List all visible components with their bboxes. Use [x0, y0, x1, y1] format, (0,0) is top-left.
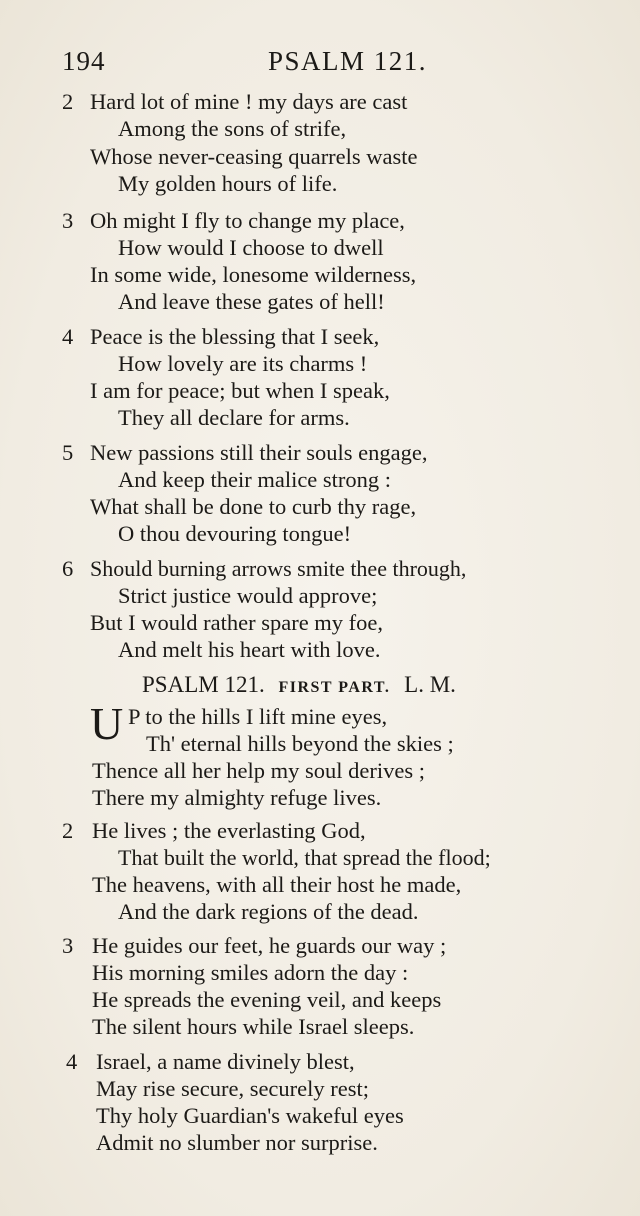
verse-line: I am for peace; but when I speak, [90, 378, 390, 403]
page-number: 194 [62, 46, 106, 76]
verse-line: He lives ; the everlasting God, [92, 818, 366, 843]
verse-line: Peace is the blessing that I seek, [90, 324, 380, 349]
verse-line: What shall be done to curb thy rage, [90, 494, 417, 519]
stanza-number: 3 [62, 933, 74, 958]
verse-line: Thence all her help my soul derives ; [92, 758, 426, 783]
verse-line: His morning smiles adorn the day : [92, 960, 409, 985]
stanza-number: 2 [62, 89, 74, 114]
verse-line: P to the hills I lift mine eyes, [128, 704, 388, 729]
psalm-part: FIRST PART. [278, 679, 391, 696]
verse-line: In some wide, lonesome wilderness, [90, 262, 417, 287]
verse-line: Hard lot of mine ! my days are cast [90, 89, 408, 114]
verse-line: How lovely are its charms ! [118, 351, 368, 376]
verse-line: Admit no slumber nor surprise. [96, 1130, 378, 1155]
running-head [62, 46, 582, 86]
verse-line: Whose never-ceasing quarrels waste [90, 144, 418, 169]
verse-line: And keep their malice strong : [118, 467, 392, 492]
stanza-number: 5 [62, 440, 74, 465]
stanza-number: 4 [62, 324, 74, 349]
stanza-number: 4 [66, 1049, 78, 1074]
verse-line: How would I choose to dwell [118, 235, 384, 260]
verse-line: O thou devouring tongue! [118, 521, 352, 546]
verse-line: They all declare for arms. [118, 405, 350, 430]
stanza-number: 6 [62, 556, 74, 581]
verse-line: New passions still their souls engage, [90, 440, 428, 465]
verse-line: But I would rather spare my foe, [90, 610, 384, 635]
verse-line: There my almighty refuge lives. [92, 785, 382, 810]
verse-line: My golden hours of life. [118, 171, 338, 196]
psalm-meter: L. M. [404, 672, 456, 697]
stanza-number: 3 [62, 208, 74, 233]
verse-line: And melt his heart with love. [118, 637, 381, 662]
verse-line: Thy holy Guardian's wakeful eyes [96, 1103, 404, 1128]
verse-line: Israel, a name divinely blest, [96, 1049, 355, 1074]
verse-line: He spreads the evening veil, and keeps [92, 987, 442, 1012]
verse-line: And leave these gates of hell! [118, 289, 385, 314]
verse-line: Among the sons of strife, [118, 116, 347, 141]
verse-line: Strict justice would approve; [118, 583, 378, 608]
verse-line: Oh might I fly to change my place, [90, 208, 405, 233]
stanza-number: 2 [62, 818, 74, 843]
verse-line: Should burning arrows smite thee through, [90, 556, 467, 581]
verse-line: That built the world, that spread the flood; [118, 845, 491, 870]
verse-line: He guides our feet, he guards our way ; [92, 933, 447, 958]
verse-line: The silent hours while Israel sleeps. [92, 1014, 415, 1039]
verse-line: And the dark regions of the dead. [118, 899, 419, 924]
verse-line: Th' eternal hills beyond the skies ; [146, 731, 454, 756]
psalm-heading [142, 671, 456, 702]
verse-line: May rise secure, securely rest; [96, 1076, 370, 1101]
drop-cap: U [90, 698, 124, 749]
verse-line: The heavens, with all their host he made, [92, 872, 462, 897]
running-title: PSALM 121. [268, 46, 428, 76]
psalm-title: PSALM 121. [142, 672, 265, 697]
